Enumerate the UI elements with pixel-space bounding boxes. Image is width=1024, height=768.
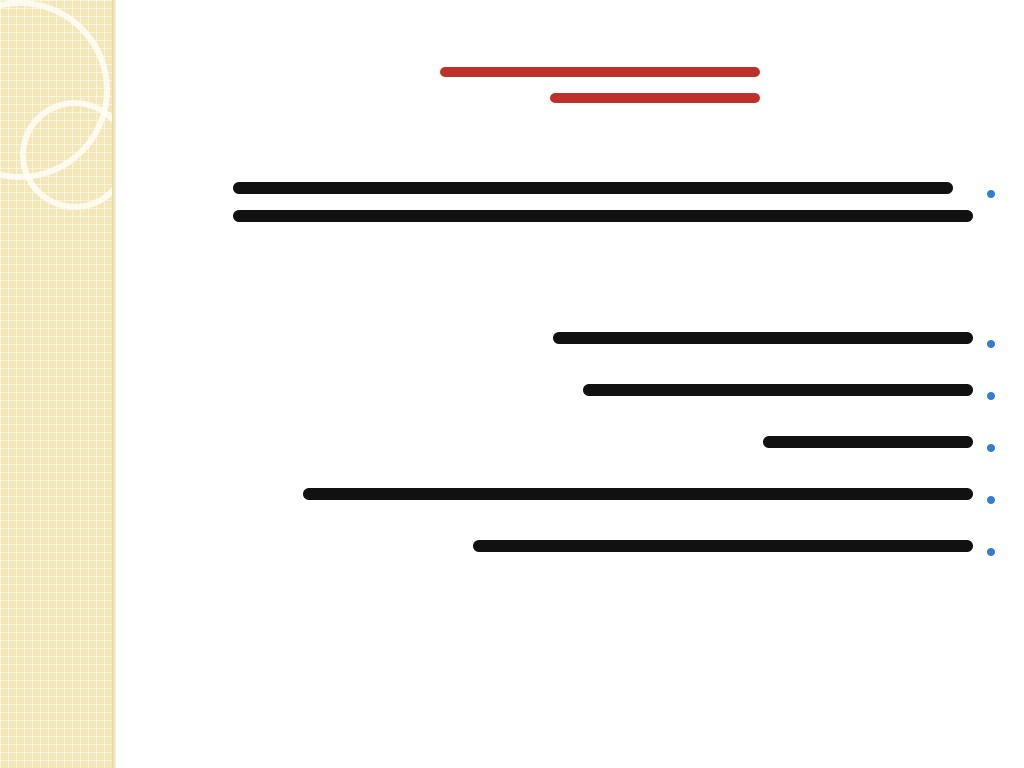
text-placeholder <box>553 332 973 344</box>
title-line <box>550 93 760 103</box>
title-line <box>440 67 760 77</box>
title-placeholder-lines <box>400 67 760 103</box>
bullet-item <box>233 182 995 222</box>
bullet-item <box>303 488 995 504</box>
bullet-dot-icon <box>987 340 995 348</box>
text-placeholder <box>233 182 973 222</box>
text-line <box>553 332 973 344</box>
text-line <box>583 384 973 396</box>
bullet-item <box>553 332 995 348</box>
text-line <box>233 210 973 222</box>
decorative-ring-icon <box>0 0 110 180</box>
panel-divider <box>112 0 116 768</box>
bullet-item <box>583 384 995 400</box>
bullet-dot-icon <box>987 444 995 452</box>
text-placeholder <box>763 436 973 448</box>
text-placeholder <box>303 488 973 500</box>
slide-title-placeholder <box>160 40 1000 130</box>
bullet-dot-icon <box>987 392 995 400</box>
left-decorative-panel <box>0 0 112 768</box>
text-line <box>233 182 953 194</box>
bullet-list <box>205 182 995 582</box>
text-placeholder <box>473 540 973 552</box>
text-placeholder <box>583 384 973 396</box>
bullet-dot-icon <box>987 548 995 556</box>
bullet-item <box>473 540 995 556</box>
text-line <box>303 488 973 500</box>
text-line <box>473 540 973 552</box>
bullet-item <box>763 436 995 452</box>
bullet-dot-icon <box>987 496 995 504</box>
bullet-dot-icon <box>987 190 995 198</box>
text-line <box>763 436 973 448</box>
